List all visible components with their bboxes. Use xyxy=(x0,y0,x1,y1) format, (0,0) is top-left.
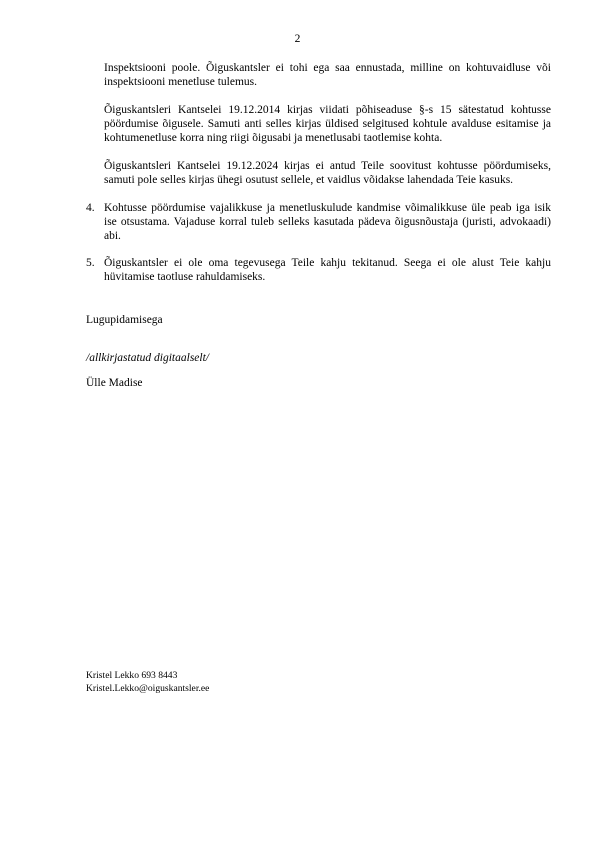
paragraph-inspection: Inspektsiooni poole. Õiguskantsler ei tohi ega saa ennustada, milline on kohtuvaidluse või inspektsiooni menetluse tulemus. xyxy=(104,62,551,89)
list-item-text: Kohtusse pöördumise vajalikkuse ja menetluskulude kandmise võimalikkuse üle peab iga isik ise otsustama. Vajaduse korral tuleb selleks kasutada pädeva õigusnõustaja (juristi, advokaadi) abi. xyxy=(104,202,551,243)
paragraph-2024-letter: Õiguskantsleri Kantselei 19.12.2024 kirjas ei antud Teile soovitust kohtusse pöördumiseks, samuti pole selles kirjas ühegi osutust sellele, et vaidlus võidakse lahendada Teie kasuks. xyxy=(104,160,551,187)
list-item-text: Õiguskantsler ei ole oma tegevusega Teile kahju tekitanud. Seega ei ole alust Teie kahju hüvitamise taotluse rahuldamiseks. xyxy=(104,257,551,284)
list-item-number: 4. xyxy=(86,202,95,214)
closing-salutation: Lugupidamisega xyxy=(86,314,163,326)
paragraph-2014-letter: Õiguskantsleri Kantselei 19.12.2014 kirjas viidati põhiseaduse §-s 15 sätestatud kohtusse pöördumise õigusele. Samuti anti selles kirjas üldised selgitused kohtule avalduse esitamise ja kohtumenetluse korra ning riigi õigusabi ja menetlusabi taotlemise kohta. xyxy=(104,104,551,145)
signature-note: /allkirjastatud digitaalselt/ xyxy=(86,352,209,364)
contact-email: Kristel.Lekko@oiguskantsler.ee xyxy=(86,683,210,694)
contact-name-phone: Kristel Lekko 693 8443 xyxy=(86,670,178,681)
page-number: 2 xyxy=(294,33,301,45)
signer-name: Ülle Madise xyxy=(86,377,143,389)
list-item-number: 5. xyxy=(86,257,95,269)
